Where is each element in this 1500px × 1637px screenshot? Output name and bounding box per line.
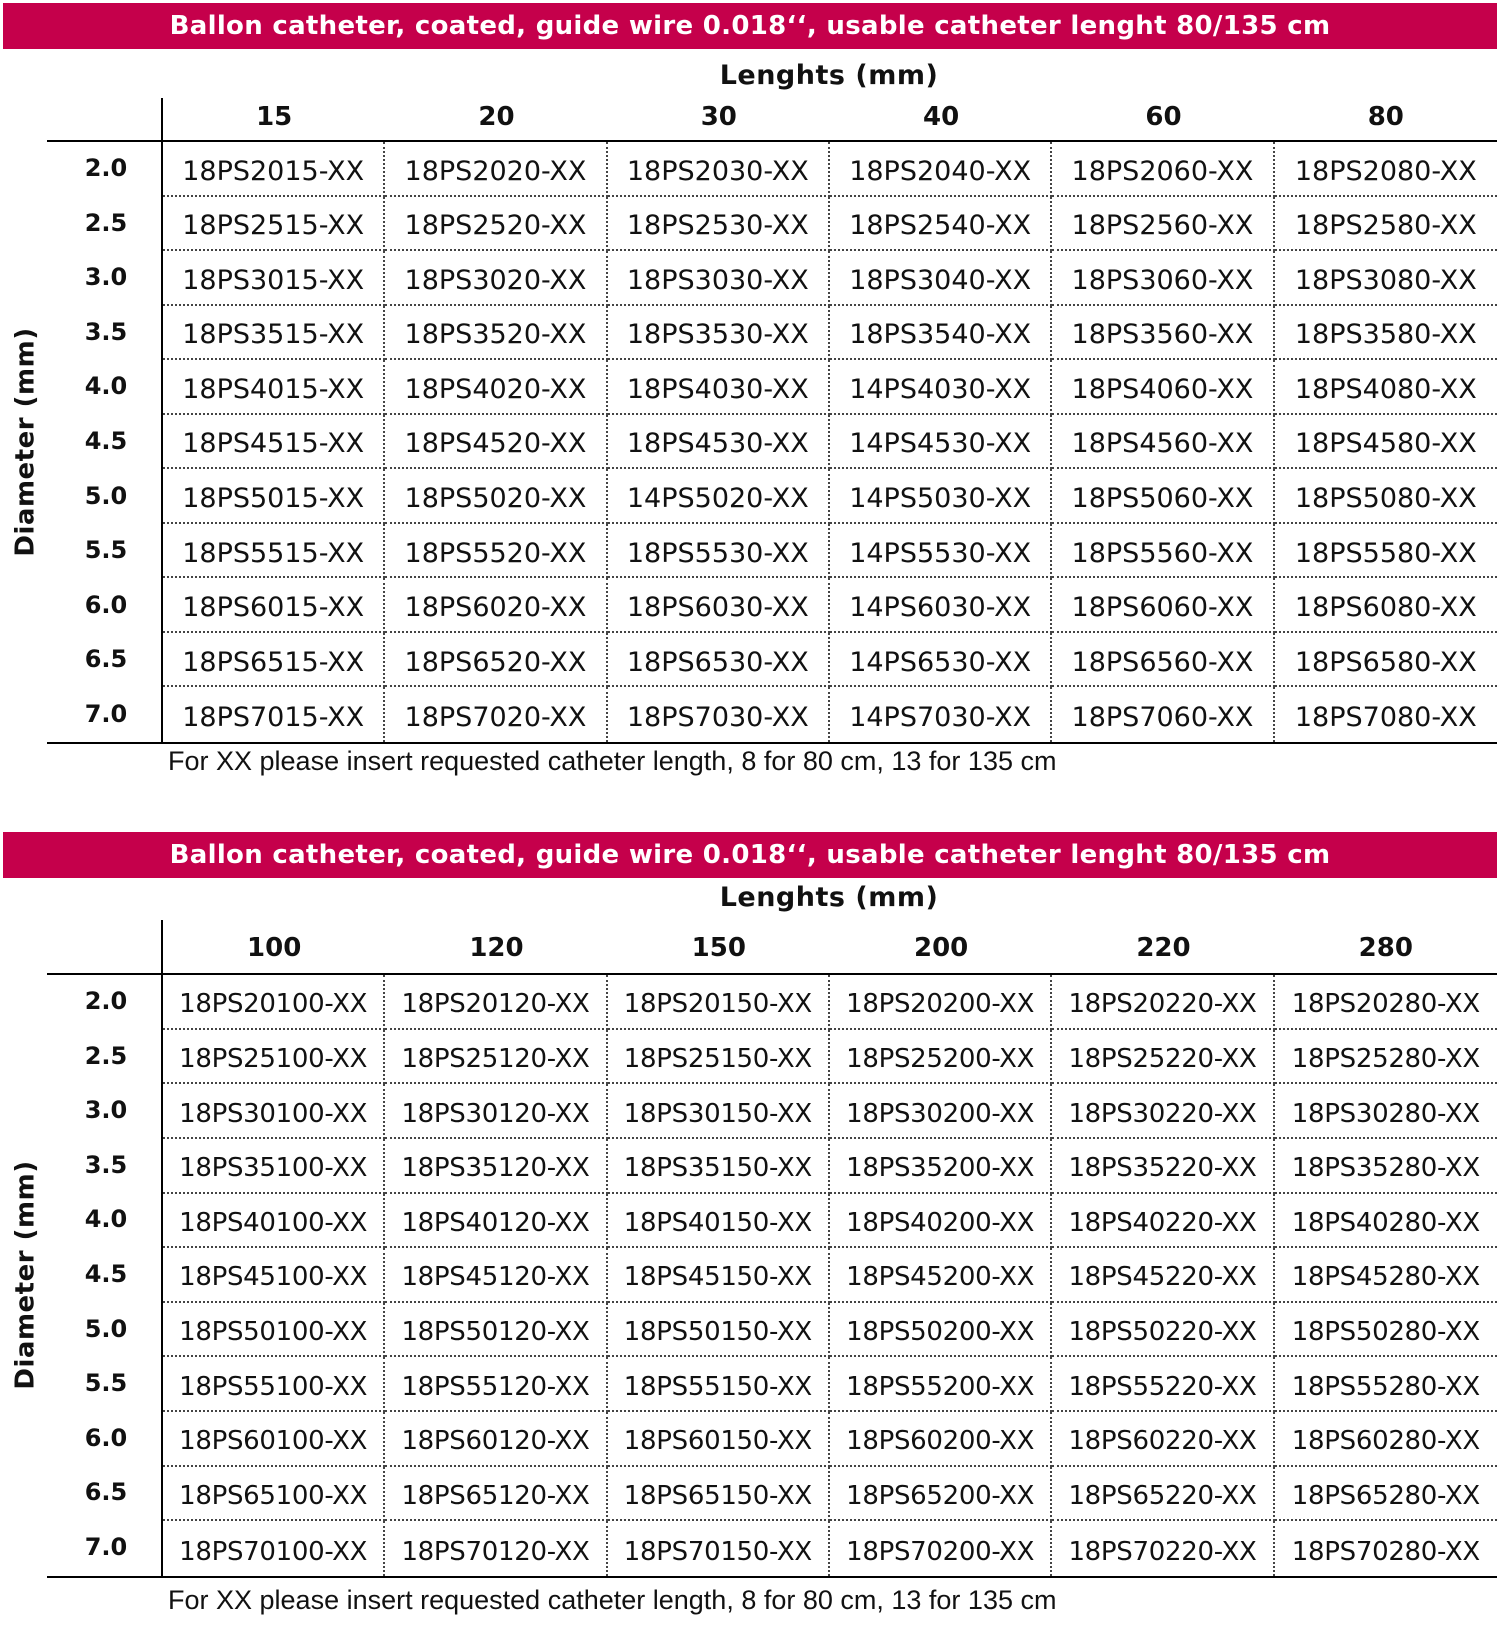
row-label: 4.5 (84, 1259, 128, 1288)
row-labels (60, 978, 152, 1579)
product-code-cell: 18PS65220-XX (1052, 1467, 1274, 1522)
product-code-cell: 18PS7080-XX (1294, 702, 1477, 734)
product-code-cell: 18PS3040-XX (830, 251, 1052, 306)
product-code-cell: 18PS35220-XX (1052, 1139, 1274, 1194)
product-code-cell: 18PS25220-XX (1052, 1030, 1274, 1085)
product-code-cell: 18PS65150-XX (608, 1467, 830, 1522)
column-header: 280 (1358, 933, 1413, 963)
product-code-cell: 18PS6030-XX (608, 578, 830, 633)
product-code-cell: 18PS2015-XX (163, 142, 385, 197)
product-code-cell: 18PS5560-XX (1052, 524, 1274, 579)
product-code-cell: 18PS4030-XX (608, 360, 830, 415)
product-code-cell: 18PS45280-XX (1275, 1248, 1497, 1303)
column-header: 220 (1136, 933, 1191, 963)
product-code-cell: 18PS20220-XX (1052, 975, 1274, 1030)
product-code-cell: 18PS50200-XX (830, 1303, 1052, 1358)
column-header: 100 (247, 933, 302, 963)
product-code-cell: 18PS70120-XX (385, 1521, 607, 1576)
product-code-cell: 14PS5030-XX (830, 469, 1052, 524)
product-code-cell: 18PS35200-XX (830, 1139, 1052, 1194)
product-code-cell: 18PS65200-XX (830, 1467, 1052, 1522)
product-code-cell: 18PS35280-XX (1275, 1139, 1497, 1194)
product-code-cell: 18PS50220-XX (1052, 1303, 1274, 1358)
row-label: 3.0 (84, 263, 128, 292)
product-code-cell: 18PS35150-XX (608, 1139, 830, 1194)
product-code-cell: 18PS2580-XX (1275, 197, 1497, 252)
product-code-cell: 18PS30200-XX (830, 1084, 1052, 1139)
column-header: 80 (1367, 102, 1404, 132)
product-code-cell: 18PS25200-XX (830, 1030, 1052, 1085)
product-code-cell: 18PS2040-XX (830, 142, 1052, 197)
product-code-cell: 18PS2540-XX (830, 197, 1052, 252)
product-code-cell: 18PS50120-XX (385, 1303, 607, 1358)
row-label: 2.0 (84, 987, 128, 1015)
table-title-banner: Ballon catheter, coated, guide wire 0.018‘‘, usable catheter lenght 80/135 cm (3, 3, 1497, 49)
product-code-cell: 18PS25100-XX (163, 1030, 385, 1085)
row-label: 5.5 (84, 536, 128, 565)
column-header: 40 (923, 102, 960, 132)
row-label: 4.5 (84, 426, 128, 455)
product-code-cell: 18PS30120-XX (385, 1084, 607, 1139)
row-label: 7.0 (84, 1532, 128, 1561)
product-code-cell: 14PS5530-XX (830, 524, 1052, 579)
product-code-cell: 18PS30280-XX (1275, 1084, 1497, 1139)
table-title-banner: Ballon catheter, coated, guide wire 0.018‘‘, usable catheter lenght 80/135 cm (3, 832, 1497, 878)
product-code-cell: 18PS4060-XX (1052, 360, 1274, 415)
product-code-cell: 18PS45220-XX (1052, 1248, 1274, 1303)
product-code-cell: 18PS60220-XX (1052, 1412, 1274, 1467)
product-code-cell: 18PS55280-XX (1275, 1357, 1497, 1412)
product-code-cell: 18PS45120-XX (385, 1248, 607, 1303)
product-code-cell: 18PS40220-XX (1052, 1194, 1274, 1249)
product-code-cell: 18PS3580-XX (1275, 306, 1497, 361)
product-code-cell: 14PS6530-XX (830, 633, 1052, 688)
product-code-cell: 18PS5080-XX (1275, 469, 1497, 524)
product-code-cell: 18PS6020-XX (385, 578, 607, 633)
row-label: 6.0 (84, 590, 128, 619)
product-code-cell: 18PS45150-XX (608, 1248, 830, 1303)
product-code-cell: 18PS50280-XX (1275, 1303, 1497, 1358)
product-code-cell: 18PS2060-XX (1052, 142, 1274, 197)
product-code-cell: 18PS35100-XX (163, 1139, 385, 1194)
product-code-cell: 14PS4030-XX (830, 360, 1052, 415)
column-header-row (163, 933, 1497, 963)
product-code-cell: 18PS65280-XX (1275, 1467, 1497, 1522)
product-code-cell: 18PS70150-XX (608, 1521, 830, 1576)
column-header: 60 (1145, 102, 1182, 132)
product-code-cell: 18PS4015-XX (163, 360, 385, 415)
product-code-cell: 18PS65120-XX (385, 1467, 607, 1522)
product-code-cell: 18PS7030-XX (608, 687, 830, 742)
product-code-cell: 18PS40120-XX (385, 1194, 607, 1249)
diameter-axis-label: Diameter (mm) (11, 1160, 41, 1390)
product-code-cell: 18PS4520-XX (385, 415, 607, 470)
bottom-rule (47, 1576, 1497, 1578)
product-code-cell: 18PS6530-XX (608, 633, 830, 688)
product-code-cell: 18PS2020-XX (385, 142, 607, 197)
product-code-cell: 18PS7020-XX (385, 687, 607, 742)
product-code-cell: 18PS70100-XX (163, 1521, 385, 1576)
column-header: 30 (700, 102, 737, 132)
product-code-cell: 18PS6560-XX (1052, 633, 1274, 688)
product-code-cell: 18PS3060-XX (1052, 251, 1274, 306)
product-code-cell: 18PS7015-XX (163, 687, 385, 742)
product-code-cell: 18PS2080-XX (1275, 142, 1497, 197)
row-label: 2.5 (84, 1041, 128, 1070)
column-header: 120 (469, 933, 524, 963)
product-code-cell: 18PS60100-XX (163, 1412, 385, 1467)
row-label: 4.0 (84, 372, 128, 401)
row-label: 6.0 (84, 1423, 128, 1452)
row-label: 2.0 (84, 154, 128, 182)
product-code-cell: 18PS70200-XX (830, 1521, 1052, 1576)
product-code-cell: 18PS70280-XX (1291, 1536, 1480, 1567)
column-header: 150 (691, 933, 746, 963)
product-code-cell: 18PS3030-XX (608, 251, 830, 306)
lengths-axis-label: Lenghts (mm) (719, 60, 939, 91)
product-code-cell: 18PS25150-XX (608, 1030, 830, 1085)
row-label: 6.5 (84, 1478, 128, 1507)
product-code-cell: 18PS55220-XX (1052, 1357, 1274, 1412)
product-code-cell: 18PS6515-XX (163, 633, 385, 688)
product-code-cell: 18PS3520-XX (385, 306, 607, 361)
product-code-cell: 14PS7030-XX (830, 687, 1052, 742)
product-code-cell: 18PS5015-XX (163, 469, 385, 524)
product-code-cell: 18PS30220-XX (1052, 1084, 1274, 1139)
product-code-cell: 18PS4080-XX (1275, 360, 1497, 415)
product-code-cell: 14PS5020-XX (608, 469, 830, 524)
product-code-cell: 18PS2030-XX (608, 142, 830, 197)
product-code-cell: 18PS30150-XX (608, 1084, 830, 1139)
column-header: 15 (256, 102, 293, 132)
product-code-cell: 18PS6080-XX (1275, 578, 1497, 633)
product-code-cell: 18PS20150-XX (608, 975, 830, 1030)
product-code-cell: 18PS45200-XX (830, 1248, 1052, 1303)
product-code-cell: 18PS2520-XX (385, 197, 607, 252)
product-code-cell: 18PS4530-XX (608, 415, 830, 470)
row-label: 6.5 (84, 645, 128, 674)
product-code-cell: 18PS3020-XX (385, 251, 607, 306)
product-code-cell: 18PS3560-XX (1052, 306, 1274, 361)
product-code-cell: 18PS60150-XX (608, 1412, 830, 1467)
product-code-grid (163, 975, 1497, 1576)
diameter-axis-label: Diameter (mm) (11, 327, 41, 557)
product-code-cell: 18PS45100-XX (163, 1248, 385, 1303)
product-code-cell: 18PS60200-XX (830, 1412, 1052, 1467)
product-code-cell: 18PS30100-XX (163, 1084, 385, 1139)
product-code-cell: 18PS3540-XX (830, 306, 1052, 361)
product-code-cell: 18PS2560-XX (1052, 197, 1274, 252)
product-code-cell: 18PS40280-XX (1275, 1194, 1497, 1249)
row-label: 4.0 (84, 1205, 128, 1234)
product-code-cell: 18PS4020-XX (385, 360, 607, 415)
row-label: 3.5 (84, 1150, 128, 1179)
row-label: 3.0 (84, 1096, 128, 1125)
product-code-cell: 18PS6015-XX (163, 578, 385, 633)
row-label: 2.5 (84, 208, 128, 237)
product-code-cell: 18PS55120-XX (385, 1357, 607, 1412)
product-code-cell: 18PS3515-XX (163, 306, 385, 361)
product-code-cell: 18PS5520-XX (385, 524, 607, 579)
footnote: For XX please insert requested catheter length, 8 for 80 cm, 13 for 135 cm (168, 746, 1057, 776)
column-header: 200 (914, 933, 969, 963)
product-code-cell: 18PS20200-XX (830, 975, 1052, 1030)
product-code-cell: 18PS7060-XX (1052, 687, 1274, 742)
product-code-cell: 18PS2515-XX (163, 197, 385, 252)
row-label: 5.0 (84, 481, 128, 510)
product-code-cell: 14PS6030-XX (830, 578, 1052, 633)
product-code-cell: 18PS60280-XX (1275, 1412, 1497, 1467)
product-code-cell: 18PS6580-XX (1275, 633, 1497, 688)
product-code-cell: 14PS4530-XX (830, 415, 1052, 470)
product-code-cell: 18PS50100-XX (163, 1303, 385, 1358)
product-code-cell: 18PS20280-XX (1275, 975, 1497, 1030)
product-code-cell: 18PS40150-XX (608, 1194, 830, 1249)
product-code-cell: 18PS4515-XX (163, 415, 385, 470)
product-code-cell: 18PS65100-XX (163, 1467, 385, 1522)
product-code-cell: 18PS35120-XX (385, 1139, 607, 1194)
product-code-cell: 18PS55200-XX (830, 1357, 1052, 1412)
row-label: 5.5 (84, 1369, 128, 1398)
product-code-cell: 18PS5580-XX (1275, 524, 1497, 579)
product-code-cell: 18PS55100-XX (163, 1357, 385, 1412)
row-label: 3.5 (84, 317, 128, 346)
product-code-cell: 18PS60120-XX (385, 1412, 607, 1467)
lengths-axis-label: Lenghts (mm) (719, 882, 939, 913)
product-code-cell: 18PS4580-XX (1275, 415, 1497, 470)
product-code-cell: 18PS50150-XX (608, 1303, 830, 1358)
row-label: 7.0 (84, 699, 128, 728)
product-code-cell: 18PS2530-XX (608, 197, 830, 252)
product-code-cell: 18PS4560-XX (1052, 415, 1274, 470)
product-code-cell: 18PS40100-XX (163, 1194, 385, 1249)
product-code-cell: 18PS6060-XX (1052, 578, 1274, 633)
product-code-cell: 18PS3015-XX (163, 251, 385, 306)
product-code-cell: 18PS25120-XX (385, 1030, 607, 1085)
product-code-cell: 18PS5530-XX (608, 524, 830, 579)
product-code-cell: 18PS25280-XX (1275, 1030, 1497, 1085)
row-label: 5.0 (84, 1314, 128, 1343)
column-header: 20 (478, 102, 515, 132)
product-code-cell: 18PS55150-XX (608, 1357, 830, 1412)
product-code-cell: 18PS20120-XX (385, 975, 607, 1030)
product-code-cell: 18PS40200-XX (830, 1194, 1052, 1249)
product-code-cell: 18PS20100-XX (163, 975, 385, 1030)
product-code-cell: 18PS6520-XX (385, 633, 607, 688)
product-code-cell: 18PS5020-XX (385, 469, 607, 524)
product-code-cell: 18PS70220-XX (1052, 1521, 1274, 1576)
product-code-cell: 18PS3080-XX (1275, 251, 1497, 306)
product-code-cell: 18PS3530-XX (608, 306, 830, 361)
product-code-cell: 18PS5060-XX (1052, 469, 1274, 524)
product-code-cell: 18PS5515-XX (163, 524, 385, 579)
footnote: For XX please insert requested catheter length, 8 for 80 cm, 13 for 135 cm (168, 1585, 1057, 1615)
